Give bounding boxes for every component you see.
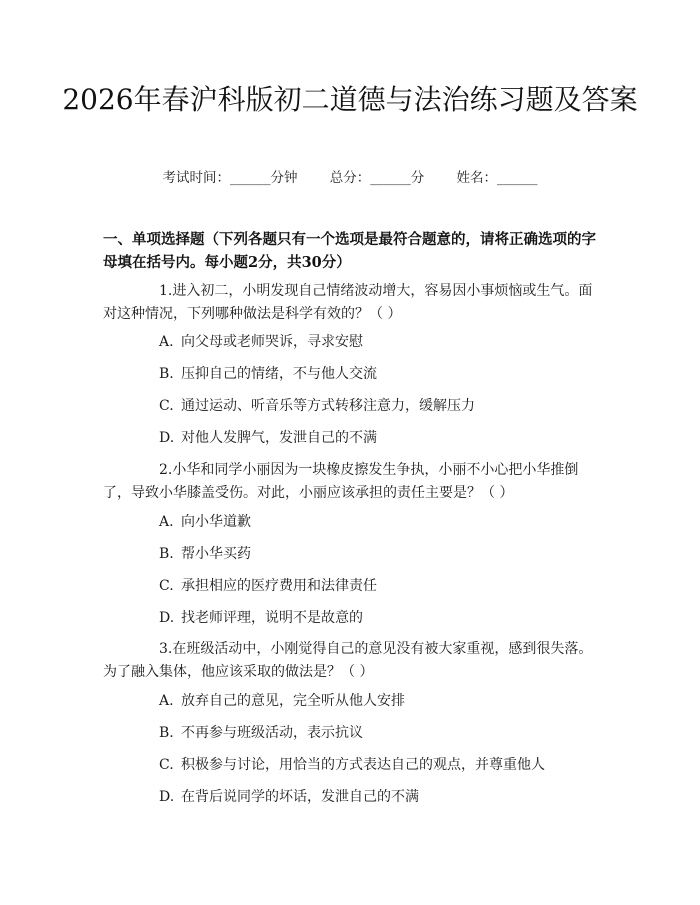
option-text: 在背后说同学的坏话，发泄自己的不满 xyxy=(181,789,419,805)
option-letter: A. xyxy=(159,693,174,709)
question-1 xyxy=(103,280,603,326)
question-3 xyxy=(103,638,603,684)
question-number: 2. xyxy=(159,462,173,478)
option-text: 放弃自己的意见，完全听从他人安排 xyxy=(181,693,405,709)
option-letter: C. xyxy=(159,757,174,773)
question-2 xyxy=(103,459,603,505)
option-text: 通过运动、听音乐等方式转移注意力，缓解压力 xyxy=(181,398,475,414)
option-text: 不再参与班级活动，表示抗议 xyxy=(181,725,363,741)
question-number: 3. xyxy=(159,641,173,657)
option-text: 帮小华买药 xyxy=(181,546,251,562)
q1-option-c xyxy=(159,396,609,416)
option-letter: A. xyxy=(159,514,174,530)
option-text: 找老师评理，说明不是故意的 xyxy=(181,610,363,626)
q1-option-a xyxy=(159,332,609,352)
total-score-field: 总分：______分 xyxy=(329,170,425,186)
option-letter: B. xyxy=(159,546,174,562)
option-text: 向小华道歉 xyxy=(181,514,251,530)
q2-option-c xyxy=(159,576,609,596)
document-title: 2026年春沪科版初二道德与法治练习题及答案 xyxy=(62,83,638,116)
option-letter: D. xyxy=(159,430,175,446)
q1-option-b xyxy=(159,364,609,384)
option-letter: C. xyxy=(159,578,174,594)
option-letter: D. xyxy=(159,789,175,805)
option-text: 压抑自己的情绪，不与他人交流 xyxy=(181,366,377,382)
option-letter: D. xyxy=(159,610,175,626)
option-letter: C. xyxy=(159,398,174,414)
option-letter: B. xyxy=(159,725,174,741)
question-stem: 在班级活动中，小刚觉得自己的意见没有被大家重视，感到很失落。为了融入集体，他应该采取的做法是？（ ） xyxy=(103,641,593,680)
q2-option-b xyxy=(159,544,609,564)
question-stem: 小华和同学小丽因为一块橡皮擦发生争执，小丽不小心把小华推倒了，导致小华膝盖受伤。对此，小丽应该承担的责任主要是？（ ） xyxy=(103,462,579,501)
exam-info-line xyxy=(0,168,700,188)
q3-option-b xyxy=(159,723,609,743)
question-stem: 进入初二，小明发现自己情绪波动增大，容易因小事烦恼或生气。面对这种情况，下列哪种做法是科学有效的？（ ） xyxy=(103,283,593,322)
question-number: 1. xyxy=(159,283,173,299)
section-heading: 一、单项选择题（下列各题只有一个选项是最符合题意的，请将正确选项的字母填在括号内。每小题2分，共30分） xyxy=(103,231,596,271)
q3-option-d xyxy=(159,787,609,807)
option-text: 向父母或老师哭诉，寻求安慰 xyxy=(181,334,363,350)
q3-option-a xyxy=(159,691,609,711)
q2-option-d xyxy=(159,608,609,628)
student-name-field: 姓名：______ xyxy=(456,170,538,186)
option-text: 承担相应的医疗费用和法律责任 xyxy=(181,578,377,594)
q2-option-a xyxy=(159,512,609,532)
option-letter: A. xyxy=(159,334,174,350)
option-letter: B. xyxy=(159,366,174,382)
q1-option-d xyxy=(159,428,609,448)
option-text: 对他人发脾气，发泄自己的不满 xyxy=(181,430,377,446)
exam-time-field: 考试时间：______分钟 xyxy=(162,170,298,186)
option-text: 积极参与讨论，用恰当的方式表达自己的观点，并尊重他人 xyxy=(181,757,545,773)
q3-option-c xyxy=(159,755,609,775)
